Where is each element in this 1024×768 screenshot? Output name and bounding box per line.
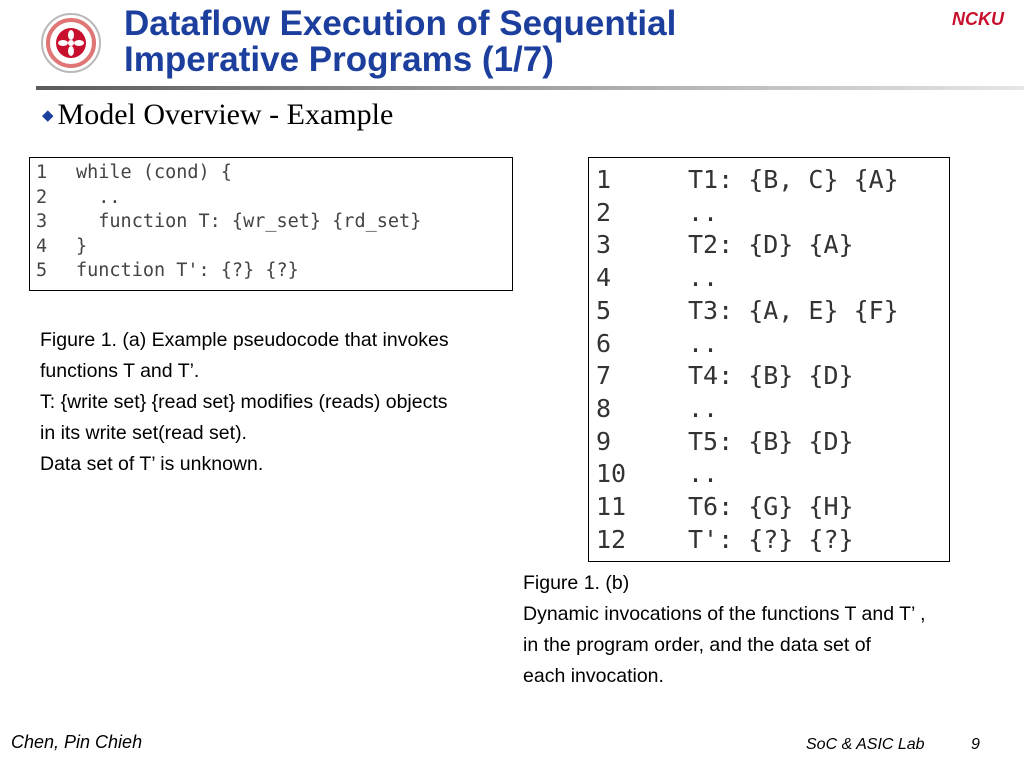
trace-line — [596, 164, 949, 197]
caption-line: in its write set(read set). — [40, 422, 247, 444]
caption-line: functions T and T’. — [40, 360, 200, 382]
slide-title-line-2: Imperative Programs (1/7) — [124, 40, 554, 79]
pseudocode-listing — [29, 157, 513, 291]
trace-line-text: T': {?} {?} — [688, 524, 854, 554]
footer-author: Chen, Pin Chieh — [11, 732, 143, 752]
trace-line-number: 11 — [596, 492, 627, 522]
trace-line-text: .. — [688, 393, 719, 423]
trace-line — [596, 524, 949, 557]
figure-1a-caption — [40, 325, 540, 480]
trace-line-text: T1: {B, C} {A} — [688, 165, 899, 194]
trace-line-number: 12 — [596, 524, 627, 554]
trace-line — [596, 393, 949, 426]
trace-line — [596, 197, 949, 230]
trace-line-number: 9 — [596, 426, 612, 456]
invocation-trace-listing — [588, 157, 950, 562]
trace-line-number: 8 — [596, 393, 612, 423]
trace-line-text: T6: {G} {H} — [688, 492, 854, 522]
trace-line — [596, 360, 949, 393]
slide-title-line-1: Dataflow Execution of Sequential — [124, 4, 677, 43]
trace-line — [596, 491, 949, 524]
trace-line-text: T3: {A, E} {F} — [688, 295, 899, 325]
trace-line-number: 10 — [596, 459, 627, 489]
caption-line: each invocation. — [523, 665, 664, 687]
brand-label: NCKU — [952, 9, 1004, 29]
trace-line-text: T5: {B} {D} — [688, 426, 854, 456]
footer-lab-name: SoC & ASIC Lab — [806, 736, 925, 753]
code-line-text: function T': {?} {?} — [76, 260, 299, 281]
trace-line-text: T2: {D} {A} — [688, 230, 854, 260]
trace-line-number: 7 — [596, 361, 612, 391]
caption-line: Figure 1. (a) Example pseudocode that invokes — [40, 329, 449, 351]
university-seal-icon — [40, 12, 102, 74]
trace-line — [596, 295, 949, 328]
code-line-text: .. — [76, 186, 121, 208]
trace-line-number: 2 — [596, 197, 612, 227]
caption-line: Data set of T’ is unknown. — [40, 453, 264, 475]
trace-line-text: T4: {B} {D} — [688, 361, 854, 391]
code-line-text: while (cond) { — [76, 162, 232, 183]
code-line — [36, 161, 512, 186]
trace-line-number: 5 — [596, 295, 612, 325]
code-line — [36, 186, 512, 211]
code-line-number: 3 — [36, 211, 48, 232]
trace-line — [596, 262, 949, 295]
diamond-bullet-icon: ◆ — [42, 107, 54, 124]
code-line-number: 4 — [36, 235, 48, 257]
code-line-number: 5 — [36, 260, 48, 281]
code-line-text: function T: {wr_set} {rd_set} — [76, 211, 422, 232]
trace-line — [596, 426, 949, 459]
code-line — [36, 210, 512, 235]
code-line-text: } — [76, 235, 88, 257]
trace-line-number: 6 — [596, 328, 612, 358]
caption-line: Dynamic invocations of the functions T and T’ , — [523, 603, 926, 625]
trace-line — [596, 328, 949, 361]
trace-line-text: .. — [688, 328, 719, 358]
code-line-number: 1 — [36, 162, 48, 183]
page-number: 9 — [971, 736, 980, 753]
code-line-number: 2 — [36, 186, 48, 208]
title-divider — [36, 86, 1024, 90]
code-line — [36, 259, 512, 284]
trace-line-number: 1 — [596, 165, 612, 194]
slide-title — [124, 6, 676, 78]
code-line — [36, 235, 512, 260]
bullet-heading — [42, 98, 393, 132]
caption-line: T: {write set} {read set} modifies (reads) objects — [40, 391, 448, 413]
trace-line — [596, 458, 949, 491]
trace-line-number: 4 — [596, 263, 612, 293]
trace-line-text: .. — [688, 197, 719, 227]
trace-line-text: .. — [688, 263, 719, 293]
trace-line — [596, 229, 949, 262]
trace-line-number: 3 — [596, 230, 612, 260]
caption-line: Figure 1. (b) — [523, 572, 630, 594]
trace-line-text: .. — [688, 459, 719, 489]
figure-1b-caption — [523, 568, 1018, 692]
caption-line: in the program order, and the data set of — [523, 634, 871, 656]
bullet-heading-text: Model Overview - Example — [57, 98, 394, 131]
